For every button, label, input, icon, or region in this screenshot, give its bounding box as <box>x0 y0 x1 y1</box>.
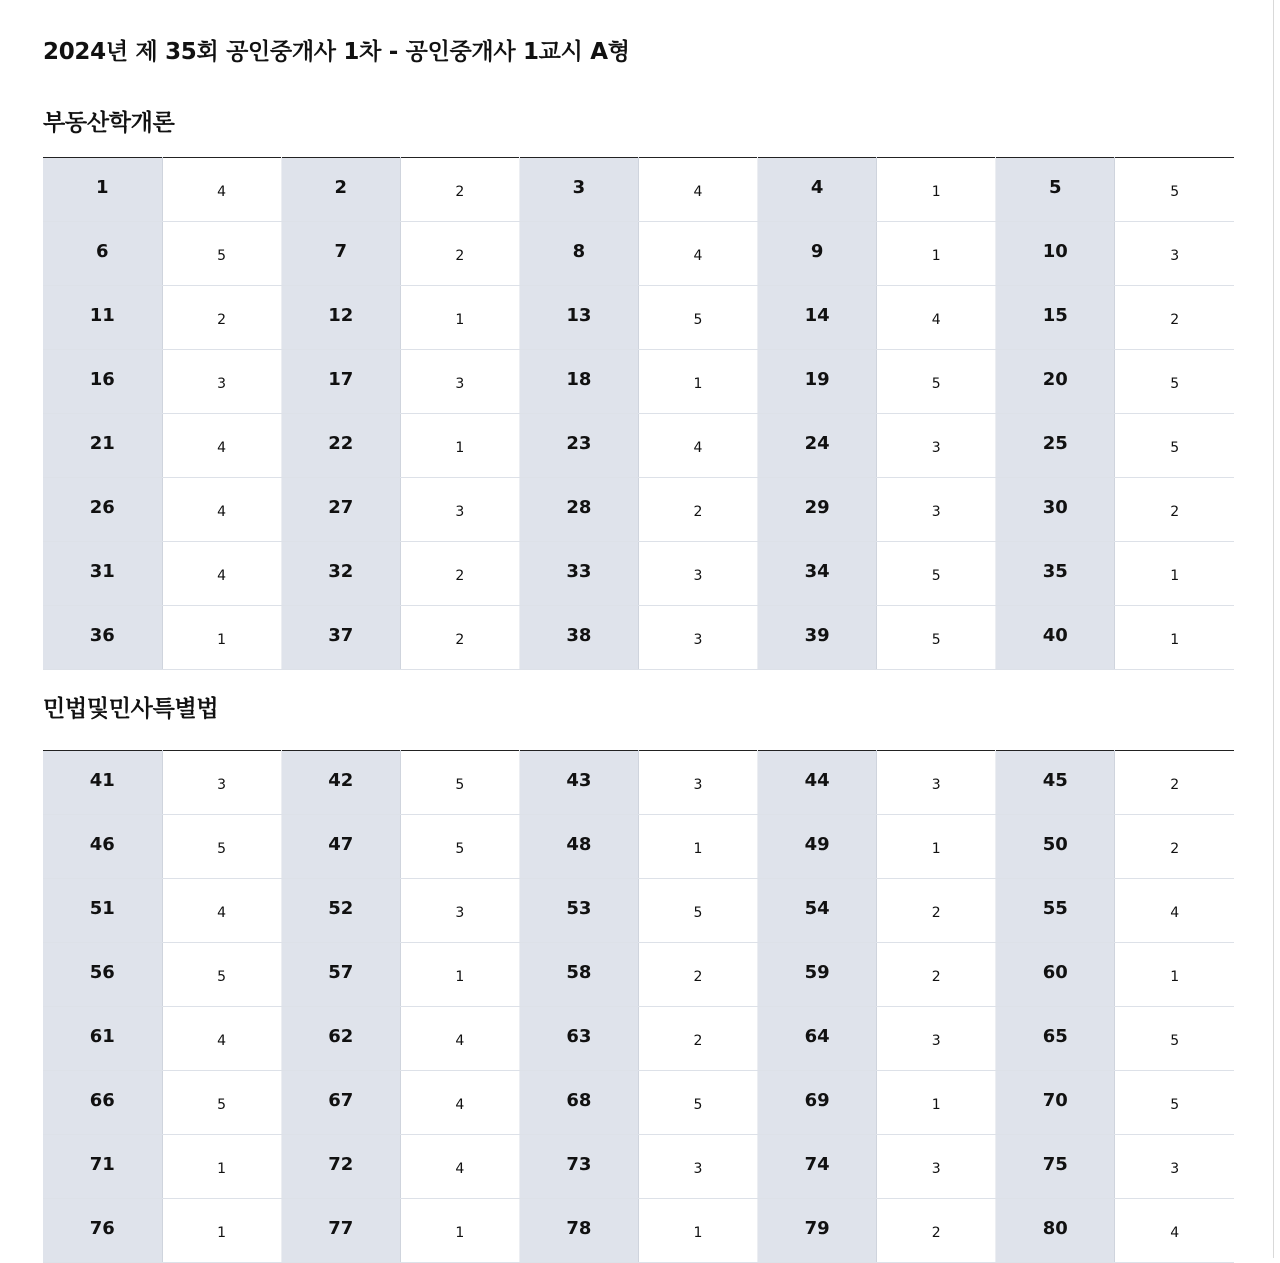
answer-value: 3 <box>400 350 519 414</box>
answer-value: 1 <box>638 815 757 879</box>
question-number: 77 <box>281 1199 400 1263</box>
answer-value: 2 <box>1115 478 1234 542</box>
table-row <box>43 1007 1234 1071</box>
answer-value: 3 <box>400 478 519 542</box>
question-number: 40 <box>996 606 1115 670</box>
question-number: 27 <box>281 478 400 542</box>
question-number: 60 <box>996 943 1115 1007</box>
question-number: 30 <box>996 478 1115 542</box>
answer-value: 1 <box>400 286 519 350</box>
table-row <box>43 542 1234 606</box>
question-number: 13 <box>519 286 638 350</box>
answer-value: 2 <box>400 158 519 222</box>
answer-value: 2 <box>638 1007 757 1071</box>
question-number: 29 <box>758 478 877 542</box>
question-number: 37 <box>281 606 400 670</box>
answer-value: 5 <box>1115 1007 1234 1071</box>
answer-table-civil-law <box>43 750 1234 1263</box>
answer-value: 2 <box>1115 815 1234 879</box>
question-number: 55 <box>996 879 1115 943</box>
answer-value: 1 <box>162 606 281 670</box>
answer-value: 1 <box>1115 606 1234 670</box>
answer-value: 4 <box>162 542 281 606</box>
answer-value: 5 <box>162 1071 281 1135</box>
question-number: 46 <box>43 815 162 879</box>
question-number: 39 <box>758 606 877 670</box>
answer-value: 3 <box>400 879 519 943</box>
answer-value: 5 <box>877 350 996 414</box>
question-number: 54 <box>758 879 877 943</box>
question-number: 65 <box>996 1007 1115 1071</box>
table-row <box>43 751 1234 815</box>
answer-value: 3 <box>1115 222 1234 286</box>
question-number: 18 <box>519 350 638 414</box>
table-row <box>43 1071 1234 1135</box>
answer-value: 1 <box>1115 943 1234 1007</box>
answer-value: 1 <box>1115 542 1234 606</box>
question-number: 71 <box>43 1135 162 1199</box>
answer-value: 5 <box>162 222 281 286</box>
answer-value: 5 <box>877 542 996 606</box>
question-number: 76 <box>43 1199 162 1263</box>
question-number: 5 <box>996 158 1115 222</box>
answer-value: 2 <box>400 606 519 670</box>
question-number: 52 <box>281 879 400 943</box>
question-number: 74 <box>758 1135 877 1199</box>
answer-value: 2 <box>877 943 996 1007</box>
answer-value: 2 <box>1115 751 1234 815</box>
answer-value: 3 <box>638 542 757 606</box>
answer-value: 4 <box>1115 1199 1234 1263</box>
question-number: 51 <box>43 879 162 943</box>
answer-value: 1 <box>400 1199 519 1263</box>
section-title-civil-law: 민법및민사특별법 <box>43 696 219 722</box>
question-number: 56 <box>43 943 162 1007</box>
question-number: 3 <box>519 158 638 222</box>
table-row <box>43 815 1234 879</box>
answer-value: 2 <box>400 542 519 606</box>
question-number: 75 <box>996 1135 1115 1199</box>
question-number: 24 <box>758 414 877 478</box>
answer-value: 4 <box>400 1135 519 1199</box>
answer-value: 3 <box>162 751 281 815</box>
question-number: 73 <box>519 1135 638 1199</box>
answer-value: 2 <box>638 943 757 1007</box>
question-number: 38 <box>519 606 638 670</box>
question-number: 33 <box>519 542 638 606</box>
answer-value: 5 <box>638 879 757 943</box>
page-edge-divider <box>1273 0 1274 1258</box>
answer-value: 3 <box>877 478 996 542</box>
question-number: 59 <box>758 943 877 1007</box>
question-number: 66 <box>43 1071 162 1135</box>
answer-value: 4 <box>162 414 281 478</box>
answer-value: 4 <box>162 1007 281 1071</box>
question-number: 20 <box>996 350 1115 414</box>
question-number: 31 <box>43 542 162 606</box>
table-row <box>43 158 1234 222</box>
question-number: 42 <box>281 751 400 815</box>
answer-value: 5 <box>162 943 281 1007</box>
table-row <box>43 879 1234 943</box>
answer-value: 2 <box>162 286 281 350</box>
answer-value: 2 <box>1115 286 1234 350</box>
answer-value: 1 <box>877 815 996 879</box>
answer-value: 1 <box>877 1071 996 1135</box>
answer-value: 2 <box>877 1199 996 1263</box>
answer-value: 3 <box>638 606 757 670</box>
question-number: 9 <box>758 222 877 286</box>
answer-value: 4 <box>1115 879 1234 943</box>
table-row <box>43 414 1234 478</box>
section-title-real-estate: 부동산학개론 <box>43 110 175 136</box>
answer-value: 1 <box>400 943 519 1007</box>
question-number: 16 <box>43 350 162 414</box>
question-number: 26 <box>43 478 162 542</box>
answer-value: 1 <box>400 414 519 478</box>
question-number: 10 <box>996 222 1115 286</box>
answer-value: 1 <box>638 1199 757 1263</box>
question-number: 63 <box>519 1007 638 1071</box>
answer-value: 4 <box>162 478 281 542</box>
question-number: 23 <box>519 414 638 478</box>
question-number: 49 <box>758 815 877 879</box>
question-number: 7 <box>281 222 400 286</box>
answer-value: 1 <box>162 1135 281 1199</box>
table-row <box>43 1199 1234 1263</box>
answer-value: 5 <box>1115 1071 1234 1135</box>
answer-value: 5 <box>638 1071 757 1135</box>
table-row <box>43 350 1234 414</box>
question-number: 69 <box>758 1071 877 1135</box>
answer-value: 2 <box>877 879 996 943</box>
question-number: 2 <box>281 158 400 222</box>
question-number: 19 <box>758 350 877 414</box>
question-number: 21 <box>43 414 162 478</box>
answer-value: 3 <box>877 414 996 478</box>
answer-value: 2 <box>638 478 757 542</box>
question-number: 57 <box>281 943 400 1007</box>
question-number: 35 <box>996 542 1115 606</box>
question-number: 22 <box>281 414 400 478</box>
question-number: 12 <box>281 286 400 350</box>
question-number: 41 <box>43 751 162 815</box>
question-number: 72 <box>281 1135 400 1199</box>
answer-value: 3 <box>877 1135 996 1199</box>
question-number: 15 <box>996 286 1115 350</box>
answer-value: 3 <box>877 751 996 815</box>
table-row <box>43 1135 1234 1199</box>
question-number: 45 <box>996 751 1115 815</box>
answer-value: 1 <box>162 1199 281 1263</box>
question-number: 62 <box>281 1007 400 1071</box>
answer-value: 1 <box>877 222 996 286</box>
answer-value: 4 <box>638 158 757 222</box>
answer-value: 3 <box>638 751 757 815</box>
question-number: 47 <box>281 815 400 879</box>
answer-value: 4 <box>400 1007 519 1071</box>
question-number: 1 <box>43 158 162 222</box>
question-number: 36 <box>43 606 162 670</box>
answer-value: 3 <box>162 350 281 414</box>
question-number: 50 <box>996 815 1115 879</box>
question-number: 25 <box>996 414 1115 478</box>
question-number: 67 <box>281 1071 400 1135</box>
question-number: 11 <box>43 286 162 350</box>
question-number: 64 <box>758 1007 877 1071</box>
question-number: 8 <box>519 222 638 286</box>
answer-value: 5 <box>1115 158 1234 222</box>
answer-value: 4 <box>162 879 281 943</box>
answer-value: 4 <box>638 222 757 286</box>
question-number: 14 <box>758 286 877 350</box>
answer-value: 4 <box>162 158 281 222</box>
answer-value: 3 <box>638 1135 757 1199</box>
answer-value: 5 <box>400 815 519 879</box>
question-number: 80 <box>996 1199 1115 1263</box>
question-number: 6 <box>43 222 162 286</box>
answer-value: 4 <box>400 1071 519 1135</box>
question-number: 78 <box>519 1199 638 1263</box>
question-number: 43 <box>519 751 638 815</box>
question-number: 61 <box>43 1007 162 1071</box>
question-number: 32 <box>281 542 400 606</box>
answer-value: 4 <box>638 414 757 478</box>
answer-value: 1 <box>638 350 757 414</box>
question-number: 68 <box>519 1071 638 1135</box>
question-number: 28 <box>519 478 638 542</box>
table-row <box>43 943 1234 1007</box>
table-row <box>43 222 1234 286</box>
question-number: 79 <box>758 1199 877 1263</box>
answer-value: 5 <box>1115 414 1234 478</box>
question-number: 44 <box>758 751 877 815</box>
question-number: 4 <box>758 158 877 222</box>
question-number: 70 <box>996 1071 1115 1135</box>
answer-value: 4 <box>877 286 996 350</box>
answer-value: 5 <box>162 815 281 879</box>
question-number: 58 <box>519 943 638 1007</box>
page-title: 2024년 제 35회 공인중개사 1차 - 공인중개사 1교시 A형 <box>43 39 630 65</box>
table-row <box>43 478 1234 542</box>
question-number: 17 <box>281 350 400 414</box>
answer-value: 5 <box>638 286 757 350</box>
answer-value: 1 <box>877 158 996 222</box>
table-row <box>43 286 1234 350</box>
question-number: 34 <box>758 542 877 606</box>
answer-value: 3 <box>1115 1135 1234 1199</box>
answer-value: 3 <box>877 1007 996 1071</box>
answer-value: 5 <box>1115 350 1234 414</box>
answer-value: 5 <box>877 606 996 670</box>
question-number: 48 <box>519 815 638 879</box>
answer-value: 5 <box>400 751 519 815</box>
answer-table-real-estate <box>43 157 1234 670</box>
answer-value: 2 <box>400 222 519 286</box>
table-row <box>43 606 1234 670</box>
question-number: 53 <box>519 879 638 943</box>
